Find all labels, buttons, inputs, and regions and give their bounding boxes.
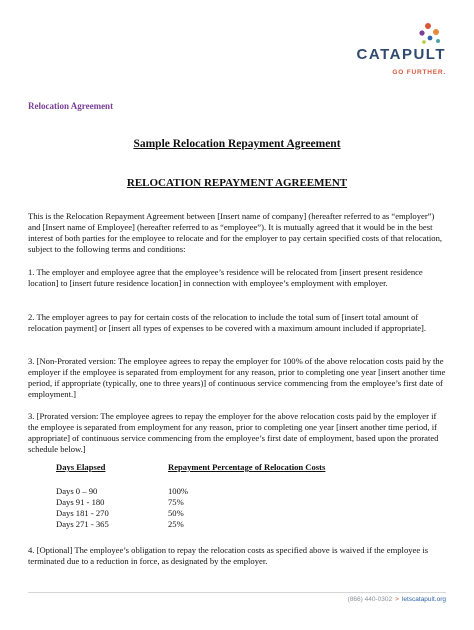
schedule-days: Days 181 - 270 (56, 508, 109, 518)
repayment-schedule-table (56, 462, 416, 530)
schedule-days: Days 0 – 90 (56, 486, 98, 496)
schedule-percentage: 75% (168, 497, 184, 507)
document-subtitle: RELOCATION REPAYMENT AGREEMENT (126, 177, 348, 189)
schedule-row (56, 486, 416, 497)
schedule-row (56, 508, 416, 519)
footer-separator: > (395, 596, 399, 603)
schedule-percentage: 50% (168, 508, 184, 518)
schedule-header-percentage: Repayment Percentage of Relocation Costs (168, 462, 326, 472)
clause-3-prorated: 3. [Prorated version: The employee agrees to repay the employer for the above relocation costs paid by the employer if the employee is separated from employment for any reason, prior to completing one year [insert another time period, if appropriate] of continuous service commencing from the employee’s first date of employment, based upon the prorated schedule below.] (28, 411, 439, 454)
intro-paragraph: This is the Relocation Repayment Agreement between [Insert name of company] (hereafter referred to as “employer”) and [Insert name of Employee] (hereafter referred to as “employee”). It is mutually agreed that it would be in the best interest of both parties for the employee to relocate and for the employer to pay certain specified costs of that relocation, subject to the following terms and conditions: (28, 211, 443, 254)
schedule-header-row (56, 462, 416, 473)
schedule-row (56, 519, 416, 530)
footer (348, 596, 446, 603)
schedule-days: Days 271 - 365 (56, 519, 109, 529)
schedule-percentage: 100% (168, 486, 189, 496)
footer-website-link[interactable]: letscatapult.org (401, 596, 446, 603)
clause-3-non-prorated: 3. [Non-Prorated version: The employee agrees to repay the employer for 100% of the above relocation costs paid by the employer if the employee is separated from employment for any reason, prior to completing one year [insert another time period, if appropriate (typically, one to three years)] of continuous service commencing from the employee’s first date of employment.] (28, 356, 446, 399)
footer-divider (28, 592, 446, 593)
schedule-row (56, 497, 416, 508)
schedule-percentage: 25% (168, 519, 184, 529)
header-label: Relocation Agreement (28, 101, 114, 111)
document-title: Sample Relocation Repayment Agreement (133, 138, 341, 150)
schedule-days: Days 91 - 180 (56, 497, 105, 507)
clause-2: 2. The employer agrees to pay for certain costs of the relocation to include the total sum of [insert total amount of relocation payment] or [insert all types of expenses to be covered with a maximum amount included if appropriate]. (28, 312, 427, 333)
clause-1: 1. The employer and employee agree that the employee’s residence will be relocated from [insert present residence location] to [insert future residence location] in connection with employee’s employment with employer. (28, 267, 423, 288)
footer-phone: (866) 440-0302 (347, 596, 393, 603)
brand-tagline: GO FURTHER. (392, 69, 446, 76)
brand-name: CATAPULT (356, 46, 446, 63)
schedule-header-days: Days Elapsed (56, 462, 106, 472)
clause-4: 4. [Optional] The employee’s obligation to repay the relocation costs as specified above is waived if the employee is terminated due to a reduction in force, as designated by the employer. (28, 545, 429, 566)
catapult-logo (326, 18, 446, 74)
